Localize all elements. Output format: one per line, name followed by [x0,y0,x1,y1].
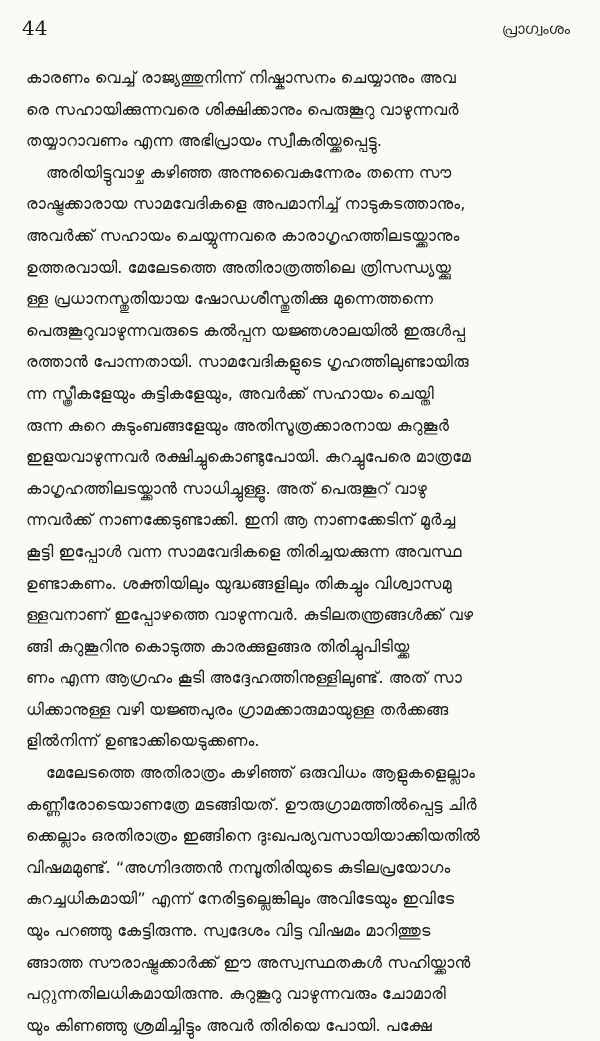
text-line: രത്താൻ പോന്നതായി. സാമവേദികളുടെ ഗൃഹത്തിലുണ്ടായിരു [26,352,469,372]
text-line: ള്ള പ്രധാനസ്തുതിയായ ഷോഡശീസ്തുതിക്കു മുന്നെത്തന്നെ [26,289,434,309]
text-line: ള്ളവനാണ് ഇപ്പോഴത്തെ വാഴുന്നവർ. കുടിലതന്ത്രങ്ങൾക്ക് വഴ [26,605,474,625]
text-line: കാരണം വെച്ച് രാജ്യത്തുനിന്ന് നിഷ്കാസനം ചെയ്യാനും അവ [26,68,456,87]
text-line: യും കിണഞ്ഞു ശ്രമിച്ചിട്ടും അവർ തിരിയെ പോയി. പക്ഷേ [26,1015,433,1035]
text-line: ഇളയവാഴുന്നവർ രക്ഷിച്ചുകൊണ്ടുപോയി. കുറച്ചുപേരെ മാത്രമേ [26,447,472,467]
text-line: മേലേടത്തെ അതിരാത്രം കഴിഞ്ഞ് ഒരുവിധം ആളുകളെല്ലാം [46,763,476,783]
text-line: കണ്ണീരോടെയാണത്രേ മടങ്ങിയത്. ഊരുഗ്രാമത്തിൽപ്പെട്ട ചിർ [26,794,477,814]
text-line: ങ്ങാത്ത സൗരാഷ്ട്രക്കാർക്ക് ഈ അസ്വസ്ഥതകൾ സഹിയ്ക്കാൻ [26,952,471,972]
text-line: ളിൽനിന്ന് ഉണ്ടാക്കിയെടുക്കണം. [26,731,260,751]
text-line: ന്നവർക്ക് നാണക്കേടുണ്ടാക്കി. ഇനി ആ നാണക്കേടിന് മൂർച്ച [26,510,456,530]
page-number: 44 [22,16,48,40]
text-line: ധിക്കാനുള്ള വഴി യജ്ഞപുരം ഗ്രാമക്കാരുമായുള്ള തർക്കങ്ങ [26,699,449,719]
text-line: അരിയിട്ടുവാഴ്ച കഴിഞ്ഞ അന്നുവൈകുന്നേരം തന്നെ സൗ [46,162,452,182]
text-line: അവർക്ക് സഹായം ചെയ്യുന്നവരെ കാരാഗൃഹത്തിലടയ്ക്കാനും [26,225,460,245]
text-line: തയ്യാറാവണം എന്ന അഭിപ്രായം സ്വീകരിയ്ക്കപ്പെട്ടു. [26,131,383,151]
text-line: കൂട്ടി ഇപ്പോൾ വന്ന സാമവേദികളെ തിരിച്ചയക്കുന്ന അവസ്ഥ [26,541,462,561]
text-line: വിഷമമുണ്ട്. “അഗ്നിദത്തൻ നമ്പൂതിരിയുടെ കുടിലപ്രയോഗം [26,857,451,877]
text-line: ഉത്തരവായി. മേലേടത്തെ അതിരാത്രത്തിലെ ത്രിസന്ധ്യയ്ക്കു [26,257,452,277]
text-line: ണം എന്ന ആഗ്രഹം കൂടി അദ്ദേഹത്തിനുള്ളിലുണ്ട്. അത് സാ [26,668,462,688]
text-line: രുന്ന കുറെ കുടുംബങ്ങളേയും അതിസൂത്രക്കാരനായ കുറുങ്കൂർ [26,415,450,435]
running-head: പ്രാഗ്വംശം [501,20,570,38]
text-line: രെ സഹായിക്കുന്നവരെ ശിക്ഷിക്കാനും പെരുങ്കൂറു വാഴുന്നവർ [26,99,459,119]
text-line: ങ്ങി കുറുങ്കൂറിനു കൊടുത്ത കാരക്കുളങ്ങര തിരിച്ചുപിടിയ്ക്ക [26,636,410,656]
text-line: ഉണ്ടാകണം. ശക്തിയിലും യുദ്ധങ്ങളിലും തികച്ചും വിശ്വാസമു [26,573,452,593]
text-line: യും പറഞ്ഞു കേട്ടിരുന്നു. സ്വദേശം വിട്ട വിഷമം മാറിത്തുട [26,921,431,941]
text-line: പെരുങ്കൂറുവാഴുന്നവരുടെ കൽപ്പന യജ്ഞശാലയിൽ ഇരുൾപ്പ [26,320,466,340]
text-line: കാഗൃഹത്തിലടയ്ക്കാൻ സാധിച്ചുള്ളൂ. അത് പെരുങ്കൂറ് വാഴു [26,478,428,498]
body-text [26,62,576,1041]
text-line: പറ്റുന്നതിലധികമായിരുന്നു. കുറുങ്കൂറു വാഴുന്നവരും ചോമാരി [26,984,446,1004]
text-line: ന്ന സ്ത്രീകളേയും കുട്ടികളേയും, അവർക്ക് സഹായം ചെയ്തി [26,383,434,403]
text-line: ക്കെല്ലാം ഒരതിരാത്രം ഇങ്ങിനെ ദുഃഖപര്യവസായിയാക്കിയതിൽ [26,826,480,846]
text-line: കുറച്ചധികമായി” എന്ന് നേരിട്ടല്ലെങ്കിലും അവിടേയും ഇവിടേ [26,889,455,909]
text-line: രാഷ്ട്രക്കാരായ സാമവേദികളെ അപമാനിച്ച് നാടുകടത്താനും, [26,194,466,214]
